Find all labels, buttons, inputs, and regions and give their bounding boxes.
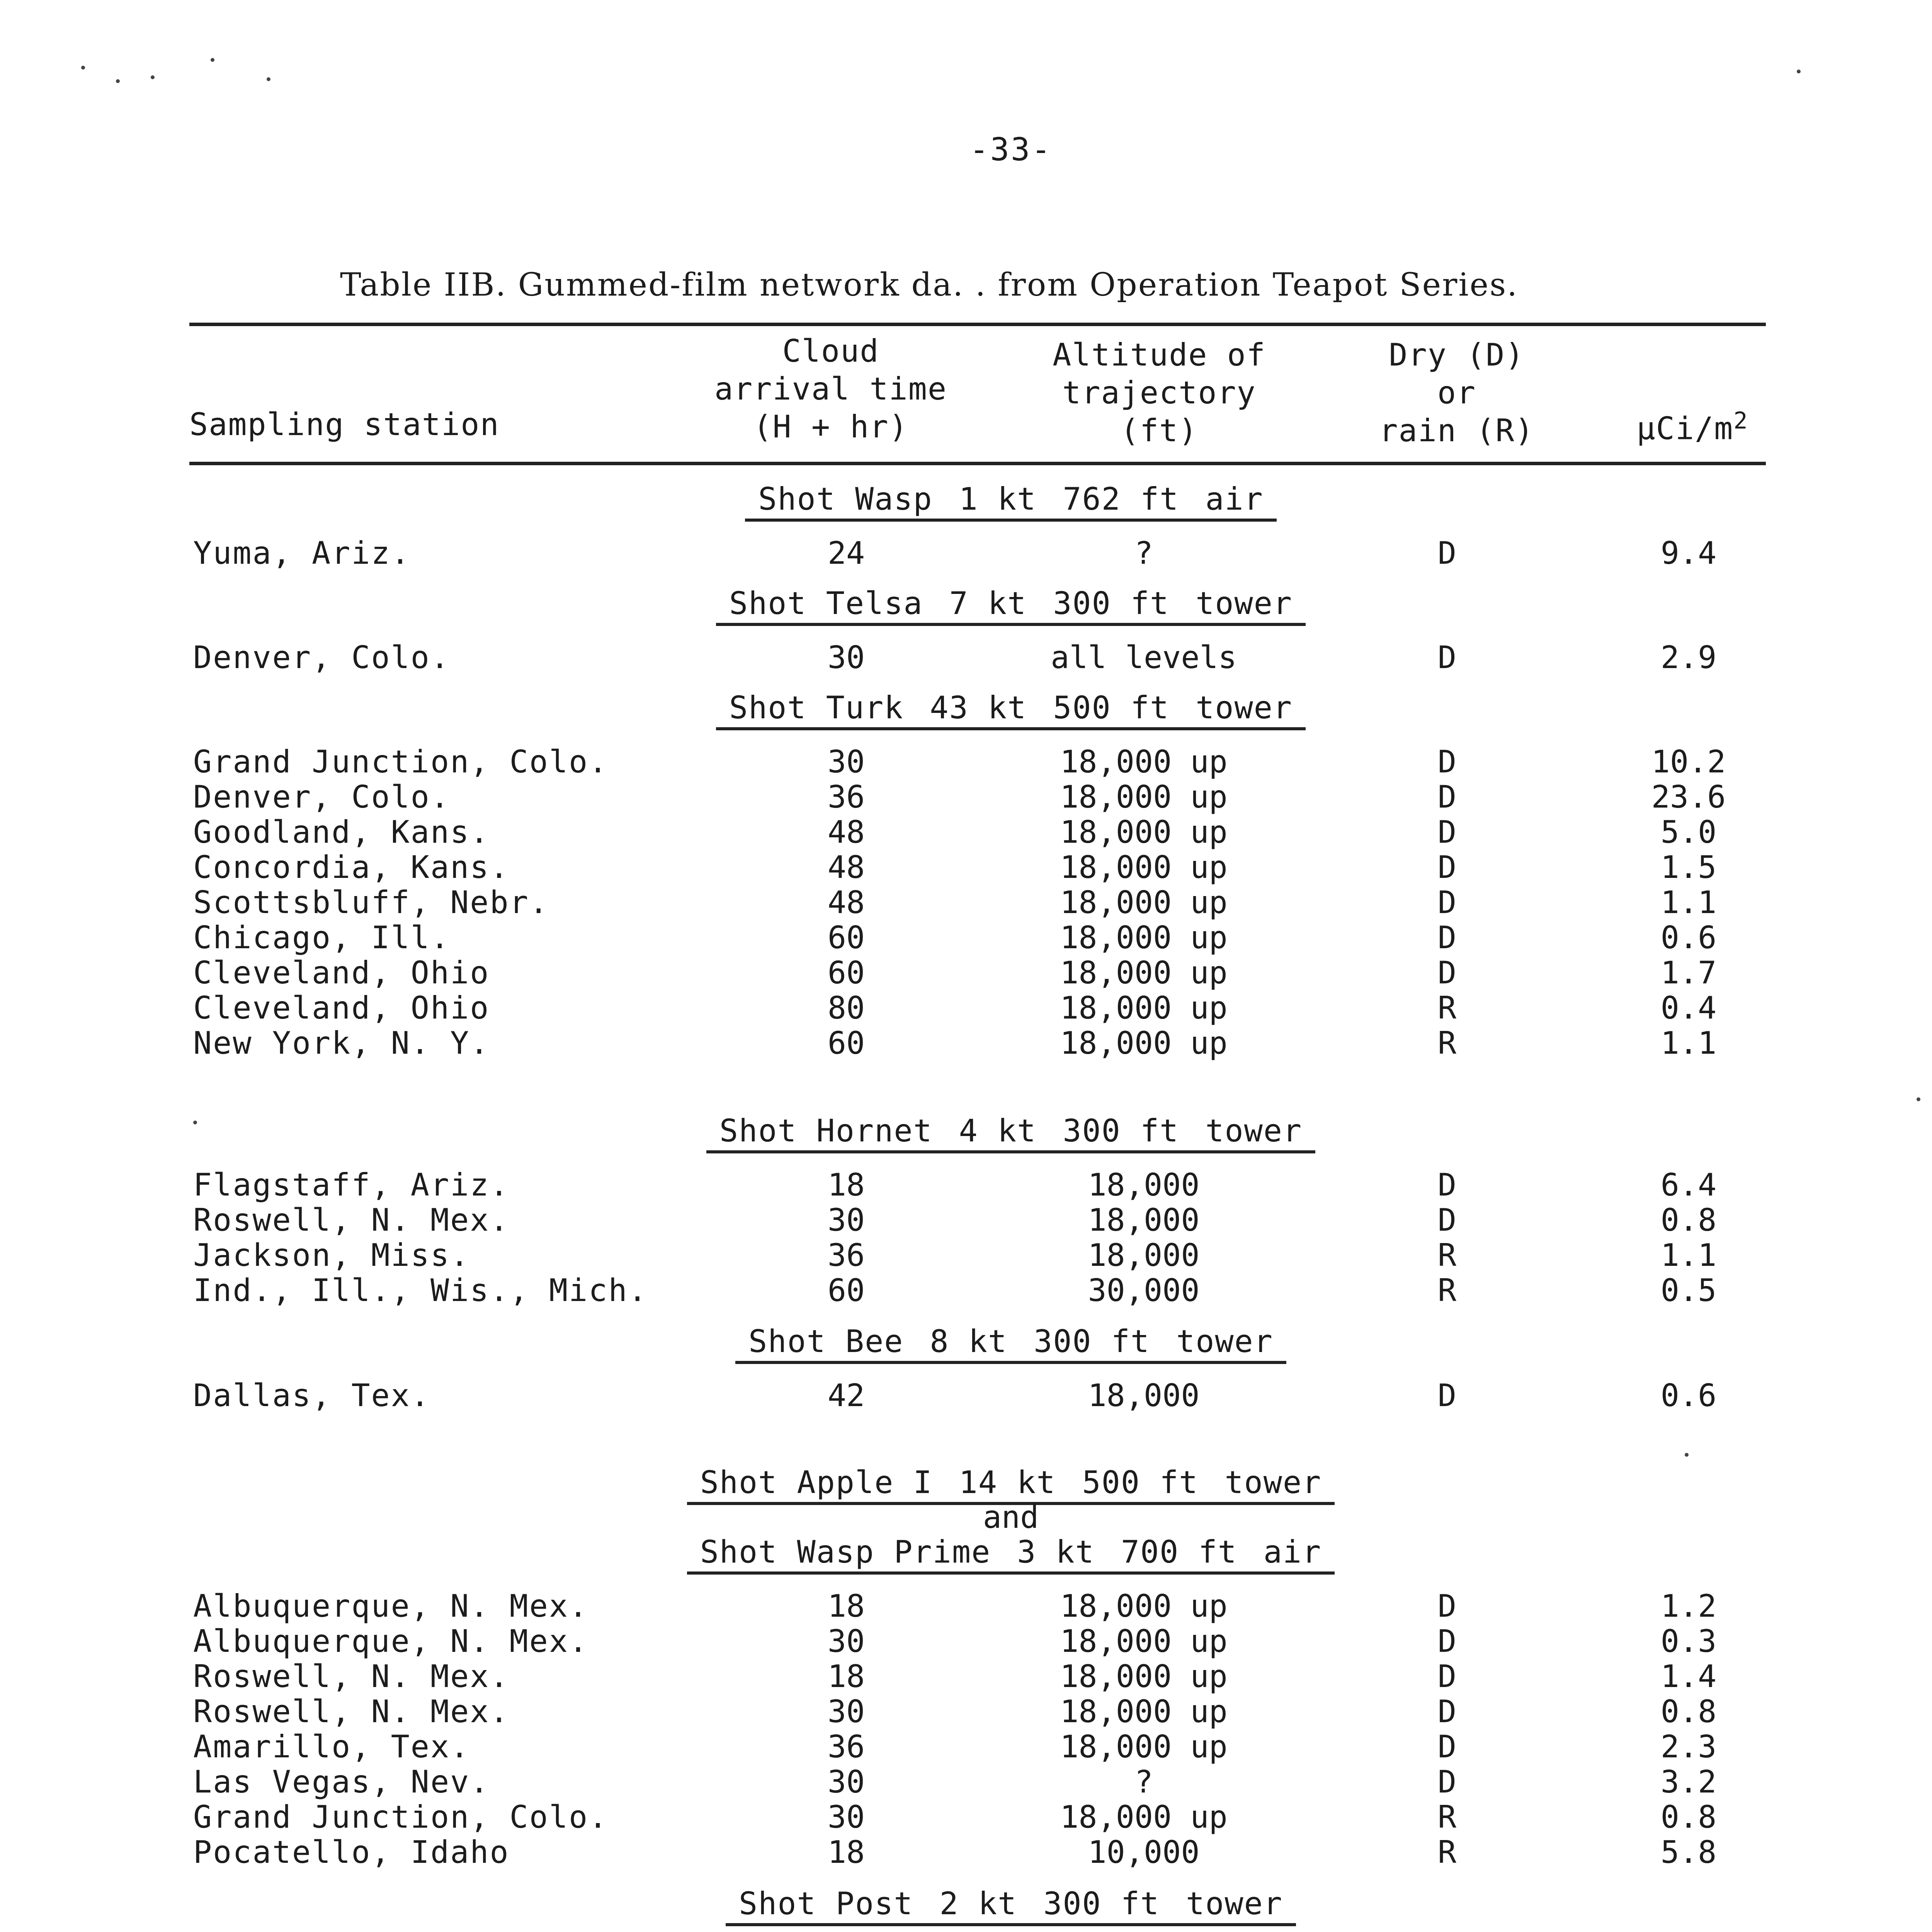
- cell-uci-per-m2: 1.1: [1660, 1025, 1717, 1061]
- cell-cloud-arrival-time: 18: [827, 1588, 865, 1624]
- cell-dry-or-rain: D: [1437, 744, 1457, 780]
- shot-header-secondary: [0, 1534, 1932, 1575]
- cell-sampling-station: Grand Junction, Colo.: [193, 744, 609, 780]
- cell-uci-per-m2: 1.1: [1660, 1237, 1717, 1273]
- table-row: [0, 884, 1932, 920]
- cell-uci-per-m2: 0.8: [1660, 1694, 1717, 1730]
- cell-sampling-station: Albuquerque, N. Mex.: [193, 1623, 589, 1659]
- cell-uci-per-m2: 0.5: [1660, 1272, 1717, 1308]
- cell-uci-per-m2: 0.8: [1660, 1799, 1717, 1835]
- shot-header-part: Shot Telsa: [729, 585, 923, 621]
- cell-sampling-station: Dallas, Tex.: [193, 1378, 430, 1413]
- table-row: [0, 1694, 1932, 1729]
- cell-uci-per-m2: 9.4: [1660, 535, 1717, 571]
- cell-sampling-station: Roswell, N. Mex.: [193, 1694, 510, 1730]
- cell-altitude: 10,000: [1088, 1834, 1200, 1870]
- table-row: [0, 814, 1932, 850]
- shot-header: [0, 1113, 1932, 1153]
- cell-cloud-arrival-time: 30: [827, 1694, 865, 1730]
- cell-altitude: 18,000 up: [1060, 1623, 1228, 1659]
- table-row: [0, 1729, 1932, 1764]
- shot-header-part: Shot Bee: [748, 1323, 904, 1359]
- cell-sampling-station: Chicago, Ill.: [193, 920, 451, 956]
- cell-altitude: ?: [1134, 1764, 1153, 1800]
- table-row: [0, 1202, 1932, 1238]
- cell-uci-per-m2: 2.3: [1660, 1729, 1717, 1765]
- cell-altitude: 18,000 up: [1060, 849, 1228, 885]
- scan-speck: [267, 77, 270, 81]
- cell-altitude: 18,000 up: [1060, 884, 1228, 920]
- shot-header-part: Shot Wasp Prime: [700, 1534, 991, 1570]
- table-row: [0, 639, 1932, 675]
- cell-cloud-arrival-time: 30: [827, 1202, 865, 1238]
- cell-uci-per-m2: 1.1: [1660, 884, 1717, 920]
- cell-cloud-arrival-time: 18: [827, 1167, 865, 1203]
- table-row: [0, 849, 1932, 885]
- cell-sampling-station: Amarillo, Tex.: [193, 1729, 470, 1765]
- cell-cloud-arrival-time: 48: [827, 814, 865, 850]
- cell-altitude: 18,000 up: [1060, 1729, 1228, 1765]
- table-row: [0, 1378, 1932, 1413]
- cell-uci-per-m2: 10.2: [1651, 744, 1726, 780]
- scan-speck: [81, 66, 85, 70]
- shot-header-part: 3 kt: [1017, 1534, 1095, 1570]
- cell-altitude: 18,000 up: [1060, 1658, 1228, 1694]
- cell-uci-per-m2: 2.9: [1660, 639, 1717, 675]
- shot-header: [0, 690, 1932, 730]
- cell-altitude: 18,000 up: [1060, 955, 1228, 991]
- shot-header-part: Shot Turk: [729, 690, 904, 726]
- cell-altitude: all levels: [1051, 639, 1237, 675]
- cell-sampling-station: Jackson, Miss.: [193, 1237, 470, 1273]
- cell-dry-or-rain: D: [1437, 1202, 1457, 1238]
- table-row: [0, 1272, 1932, 1308]
- cell-uci-per-m2: 0.6: [1660, 920, 1717, 956]
- cell-dry-or-rain: D: [1437, 955, 1457, 991]
- cell-sampling-station: Las Vegas, Nev.: [193, 1764, 490, 1800]
- cell-cloud-arrival-time: 36: [827, 1237, 865, 1273]
- table-row: [0, 744, 1932, 779]
- cell-uci-per-m2: 0.3: [1660, 1623, 1717, 1659]
- header-uci-per-m2: µCi/$m^2$: [1636, 407, 1748, 447]
- cell-dry-or-rain: D: [1437, 1378, 1457, 1413]
- shot-header-part: tower: [1186, 1886, 1283, 1922]
- cell-cloud-arrival-time: 60: [827, 955, 865, 991]
- cell-cloud-arrival-time: 24: [827, 535, 865, 571]
- shot-header-part: Shot Post: [739, 1886, 913, 1922]
- cell-dry-or-rain: R: [1437, 1025, 1457, 1061]
- cell-cloud-arrival-time: 30: [827, 1623, 865, 1659]
- cell-altitude: 18,000 up: [1060, 1799, 1228, 1835]
- cell-uci-per-m2: 1.2: [1660, 1588, 1717, 1624]
- page-number: -33-: [969, 131, 1052, 168]
- cell-altitude: 18,000 up: [1060, 779, 1228, 815]
- cell-dry-or-rain: R: [1437, 1272, 1457, 1308]
- cell-uci-per-m2: 1.5: [1660, 849, 1717, 885]
- shot-header-part: Shot Hornet: [719, 1113, 933, 1149]
- cell-dry-or-rain: D: [1437, 884, 1457, 920]
- cell-altitude: 18,000 up: [1060, 814, 1228, 850]
- cell-sampling-station: Flagstaff, Ariz.: [193, 1167, 510, 1203]
- cell-dry-or-rain: R: [1437, 1834, 1457, 1870]
- table-row: [0, 1623, 1932, 1659]
- table-row: [0, 1237, 1932, 1273]
- shot-header-part: 300 ft: [1043, 1886, 1160, 1922]
- shot-header-part: 4 kt: [959, 1113, 1037, 1149]
- cell-dry-or-rain: D: [1437, 779, 1457, 815]
- shot-header-part: 1 kt: [959, 481, 1037, 517]
- cell-dry-or-rain: D: [1437, 849, 1457, 885]
- cell-dry-or-rain: D: [1437, 1729, 1457, 1765]
- cell-dry-or-rain: D: [1437, 1623, 1457, 1659]
- table-row: [0, 1658, 1932, 1694]
- cell-uci-per-m2: 3.2: [1660, 1764, 1717, 1800]
- cell-altitude: 18,000: [1088, 1378, 1200, 1413]
- cell-sampling-station: Roswell, N. Mex.: [193, 1202, 510, 1238]
- table-caption: Table IIB. Gummed-film network da. . from Operation Teapot Series.: [340, 267, 1519, 303]
- shot-header-part: 2 kt: [939, 1886, 1017, 1922]
- cell-altitude: 18,000: [1088, 1202, 1200, 1238]
- cell-cloud-arrival-time: 60: [827, 920, 865, 956]
- cell-sampling-station: Ind., Ill., Wis., Mich.: [193, 1272, 648, 1308]
- cell-uci-per-m2: 0.6: [1660, 1378, 1717, 1413]
- cell-dry-or-rain: D: [1437, 1694, 1457, 1730]
- header-dry-or-rain: Dry (D) or rain (R): [1379, 337, 1534, 449]
- cell-dry-or-rain: D: [1437, 1764, 1457, 1800]
- scan-speck: [1685, 1453, 1689, 1457]
- cell-cloud-arrival-time: 48: [827, 884, 865, 920]
- cell-dry-or-rain: D: [1437, 1588, 1457, 1624]
- table-row: [0, 1799, 1932, 1835]
- table-row: [0, 955, 1932, 990]
- cell-altitude: 18,000 up: [1060, 744, 1228, 780]
- cell-cloud-arrival-time: 18: [827, 1658, 865, 1694]
- scan-speck: [1797, 70, 1801, 73]
- cell-dry-or-rain: R: [1437, 1799, 1457, 1835]
- cell-dry-or-rain: D: [1437, 920, 1457, 956]
- scan-speck: [151, 75, 155, 79]
- table-header-rule: [189, 462, 1766, 465]
- shot-header-part: 43 kt: [930, 690, 1027, 726]
- shot-header-part: tower: [1196, 585, 1293, 621]
- shot-header-part: tower: [1205, 1113, 1303, 1149]
- cell-sampling-station: Yuma, Ariz.: [193, 535, 411, 571]
- cell-sampling-station: Grand Junction, Colo.: [193, 1799, 609, 1835]
- scan-speck: [116, 79, 120, 83]
- cell-altitude: 18,000 up: [1060, 990, 1228, 1026]
- table-top-rule: [189, 323, 1766, 326]
- shot-header-part: Shot Wasp: [758, 481, 933, 517]
- cell-sampling-station: Denver, Colo.: [193, 779, 451, 815]
- shot-header-part: 8 kt: [930, 1323, 1008, 1359]
- cell-dry-or-rain: D: [1437, 1167, 1457, 1203]
- shot-header-part: 700 ft: [1121, 1534, 1237, 1570]
- shot-header: [0, 1886, 1932, 1926]
- cell-uci-per-m2: 5.8: [1660, 1834, 1717, 1870]
- table-row: [0, 1025, 1932, 1061]
- cell-cloud-arrival-time: 48: [827, 849, 865, 885]
- scan-speck: [211, 58, 214, 62]
- cell-sampling-station: Roswell, N. Mex.: [193, 1658, 510, 1694]
- cell-uci-per-m2: 1.7: [1660, 955, 1717, 991]
- cell-altitude: ?: [1134, 535, 1153, 571]
- cell-cloud-arrival-time: 36: [827, 1729, 865, 1765]
- shot-header-part: 300 ft: [1053, 585, 1170, 621]
- shot-header-part: 500 ft: [1053, 690, 1170, 726]
- cell-altitude: 18,000 up: [1060, 1025, 1228, 1061]
- table-row: [0, 920, 1932, 955]
- cell-altitude: 18,000: [1088, 1167, 1200, 1203]
- cell-sampling-station: Cleveland, Ohio: [193, 990, 490, 1026]
- cell-cloud-arrival-time: 60: [827, 1025, 865, 1061]
- cell-cloud-arrival-time: 30: [827, 1764, 865, 1800]
- cell-dry-or-rain: D: [1437, 535, 1457, 571]
- shot-header-part: 300 ft: [1063, 1113, 1179, 1149]
- cell-cloud-arrival-time: 42: [827, 1378, 865, 1413]
- shot-header-and: and: [983, 1499, 1039, 1535]
- shot-header-part: 500 ft: [1082, 1464, 1199, 1500]
- cell-dry-or-rain: R: [1437, 1237, 1457, 1273]
- cell-cloud-arrival-time: 30: [827, 1799, 865, 1835]
- cell-dry-or-rain: D: [1437, 814, 1457, 850]
- cell-uci-per-m2: 5.0: [1660, 814, 1717, 850]
- cell-uci-per-m2: 1.4: [1660, 1658, 1717, 1694]
- shot-header: [0, 481, 1932, 522]
- cell-cloud-arrival-time: 80: [827, 990, 865, 1026]
- shot-header-part: tower: [1176, 1323, 1273, 1359]
- header-sampling-station: Sampling station: [189, 406, 500, 442]
- cell-dry-or-rain: D: [1437, 639, 1457, 675]
- cell-uci-per-m2: 6.4: [1660, 1167, 1717, 1203]
- cell-cloud-arrival-time: 18: [827, 1834, 865, 1870]
- cell-sampling-station: Denver, Colo.: [193, 639, 451, 675]
- cell-uci-per-m2: 23.6: [1651, 779, 1726, 815]
- table-row: [0, 990, 1932, 1026]
- shot-header-part: air: [1205, 481, 1264, 517]
- cell-cloud-arrival-time: 30: [827, 639, 865, 675]
- shot-header: [0, 1323, 1932, 1364]
- table-row: [0, 1834, 1932, 1870]
- cell-cloud-arrival-time: 36: [827, 779, 865, 815]
- cell-sampling-station: Goodland, Kans.: [193, 814, 490, 850]
- shot-header-part: 300 ft: [1034, 1323, 1150, 1359]
- shot-header-part: 762 ft: [1063, 481, 1179, 517]
- cell-sampling-station: Concordia, Kans.: [193, 849, 510, 885]
- cell-altitude: 18,000: [1088, 1237, 1200, 1273]
- cell-dry-or-rain: D: [1437, 1658, 1457, 1694]
- shot-header-part: air: [1263, 1534, 1322, 1570]
- shot-header-part: tower: [1196, 690, 1293, 726]
- cell-cloud-arrival-time: 60: [827, 1272, 865, 1308]
- cell-sampling-station: Cleveland, Ohio: [193, 955, 490, 991]
- shot-header-part: 14 kt: [959, 1464, 1056, 1500]
- shot-header-part: tower: [1225, 1464, 1322, 1500]
- cell-dry-or-rain: R: [1437, 990, 1457, 1026]
- scan-speck: [193, 1121, 197, 1124]
- table-row: [0, 1764, 1932, 1799]
- cell-sampling-station: Scottsbluff, Nebr.: [193, 884, 549, 920]
- cell-sampling-station: Pocatello, Idaho: [193, 1834, 510, 1870]
- cell-altitude: 30,000: [1088, 1272, 1200, 1308]
- header-cloud-arrival: Cloud arrival time (H + hr): [714, 333, 947, 445]
- shot-header: [0, 585, 1932, 626]
- cell-altitude: 18,000 up: [1060, 1588, 1228, 1624]
- cell-altitude: 18,000 up: [1060, 920, 1228, 956]
- cell-altitude: 18,000 up: [1060, 1694, 1228, 1730]
- header-altitude: Altitude of trajectory (ft): [1053, 337, 1266, 449]
- cell-uci-per-m2: 0.4: [1660, 990, 1717, 1026]
- table-row: [0, 779, 1932, 815]
- scan-speck: [1917, 1097, 1920, 1101]
- shot-header-part: Shot Apple I: [700, 1464, 933, 1500]
- table-row: [0, 535, 1932, 571]
- shot-header-part: 7 kt: [949, 585, 1027, 621]
- cell-cloud-arrival-time: 30: [827, 744, 865, 780]
- cell-sampling-station: Albuquerque, N. Mex.: [193, 1588, 589, 1624]
- table-row: [0, 1167, 1932, 1202]
- cell-sampling-station: New York, N. Y.: [193, 1025, 490, 1061]
- cell-uci-per-m2: 0.8: [1660, 1202, 1717, 1238]
- table-row: [0, 1588, 1932, 1624]
